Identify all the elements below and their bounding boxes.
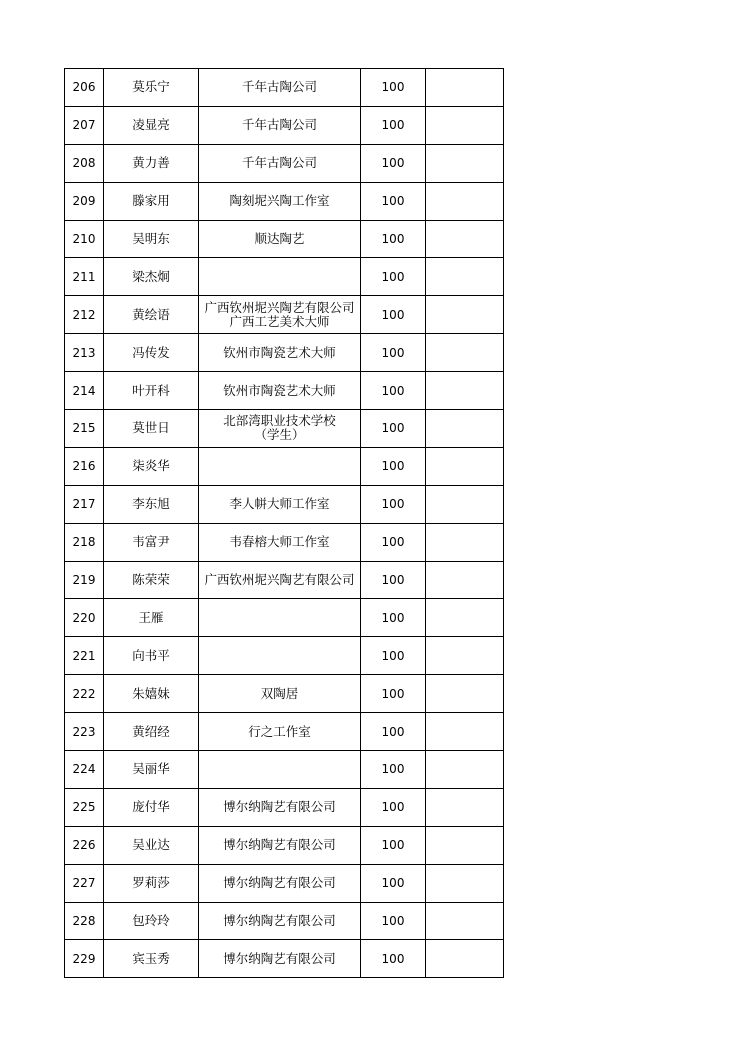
row-number-cell: 215	[65, 410, 104, 448]
name-cell: 吴业达	[104, 826, 199, 864]
score-cell: 100	[361, 940, 426, 978]
organization-cell	[199, 599, 361, 637]
note-cell	[426, 561, 504, 599]
row-number-cell: 213	[65, 334, 104, 372]
organization-cell: 千年古陶公司	[199, 144, 361, 182]
organization-cell: 钦州市陶瓷艺术大师	[199, 372, 361, 410]
row-number-cell: 214	[65, 372, 104, 410]
table-row	[65, 69, 504, 107]
name-cell: 朱嬉妹	[104, 675, 199, 713]
row-number-cell: 211	[65, 258, 104, 296]
table-row	[65, 864, 504, 902]
name-cell: 陈荣荣	[104, 561, 199, 599]
table-row	[65, 220, 504, 258]
note-cell	[426, 69, 504, 107]
row-number-cell: 206	[65, 69, 104, 107]
score-cell: 100	[361, 106, 426, 144]
row-number-cell: 210	[65, 220, 104, 258]
name-cell: 滕家用	[104, 182, 199, 220]
score-cell: 100	[361, 637, 426, 675]
row-number-cell: 223	[65, 713, 104, 751]
table-row	[65, 751, 504, 789]
name-cell: 黄绘语	[104, 296, 199, 334]
name-cell: 包玲玲	[104, 902, 199, 940]
organization-cell: 广西钦州坭兴陶艺有限公司	[199, 561, 361, 599]
table-row	[65, 713, 504, 751]
organization-cell: 双陶居	[199, 675, 361, 713]
organization-cell: 行之工作室	[199, 713, 361, 751]
score-cell: 100	[361, 788, 426, 826]
row-number-cell: 228	[65, 902, 104, 940]
row-number-cell: 218	[65, 523, 104, 561]
score-cell: 100	[361, 69, 426, 107]
organization-cell: 广西钦州坭兴陶艺有限公司 广西工艺美术大师	[199, 296, 361, 334]
note-cell	[426, 751, 504, 789]
row-number-cell: 229	[65, 940, 104, 978]
score-cell: 100	[361, 334, 426, 372]
row-number-cell: 219	[65, 561, 104, 599]
note-cell	[426, 144, 504, 182]
row-number-cell: 207	[65, 106, 104, 144]
table-body	[65, 69, 504, 978]
score-cell: 100	[361, 485, 426, 523]
score-cell: 100	[361, 902, 426, 940]
score-cell: 100	[361, 182, 426, 220]
note-cell	[426, 106, 504, 144]
row-number-cell: 209	[65, 182, 104, 220]
score-cell: 100	[361, 864, 426, 902]
table-row	[65, 902, 504, 940]
table-row	[65, 182, 504, 220]
table-row	[65, 637, 504, 675]
name-cell: 黄绍经	[104, 713, 199, 751]
note-cell	[426, 599, 504, 637]
note-cell	[426, 675, 504, 713]
score-cell: 100	[361, 751, 426, 789]
note-cell	[426, 788, 504, 826]
table-row	[65, 296, 504, 334]
organization-cell: 北部湾职业技术学校 （学生）	[199, 410, 361, 448]
name-cell: 黄力善	[104, 144, 199, 182]
note-cell	[426, 296, 504, 334]
score-cell: 100	[361, 220, 426, 258]
row-number-cell: 217	[65, 485, 104, 523]
name-cell: 向书平	[104, 637, 199, 675]
table-row	[65, 788, 504, 826]
organization-cell: 博尔纳陶艺有限公司	[199, 902, 361, 940]
score-cell: 100	[361, 599, 426, 637]
organization-cell: 钦州市陶瓷艺术大师	[199, 334, 361, 372]
table-row	[65, 144, 504, 182]
name-cell: 李东旭	[104, 485, 199, 523]
name-cell: 吴丽华	[104, 751, 199, 789]
table-row	[65, 523, 504, 561]
row-number-cell: 227	[65, 864, 104, 902]
name-cell: 吴明东	[104, 220, 199, 258]
row-number-cell: 226	[65, 826, 104, 864]
note-cell	[426, 902, 504, 940]
name-cell: 凌显亮	[104, 106, 199, 144]
row-number-cell: 220	[65, 599, 104, 637]
table-row	[65, 599, 504, 637]
score-cell: 100	[361, 675, 426, 713]
name-cell: 王雁	[104, 599, 199, 637]
score-cell: 100	[361, 296, 426, 334]
name-cell: 冯传发	[104, 334, 199, 372]
note-cell	[426, 940, 504, 978]
name-cell: 莫乐宁	[104, 69, 199, 107]
note-cell	[426, 485, 504, 523]
list-table	[64, 68, 504, 978]
name-cell: 庞付华	[104, 788, 199, 826]
table-row	[65, 447, 504, 485]
table-row	[65, 485, 504, 523]
score-cell: 100	[361, 447, 426, 485]
organization-cell: 李人帡大师工作室	[199, 485, 361, 523]
table-row	[65, 334, 504, 372]
table-row	[65, 410, 504, 448]
organization-cell	[199, 447, 361, 485]
note-cell	[426, 826, 504, 864]
score-cell: 100	[361, 523, 426, 561]
organization-cell: 博尔纳陶艺有限公司	[199, 788, 361, 826]
row-number-cell: 216	[65, 447, 104, 485]
table-row	[65, 561, 504, 599]
score-cell: 100	[361, 258, 426, 296]
note-cell	[426, 864, 504, 902]
score-cell: 100	[361, 410, 426, 448]
organization-cell: 韦春榕大师工作室	[199, 523, 361, 561]
organization-cell: 千年古陶公司	[199, 106, 361, 144]
organization-cell	[199, 751, 361, 789]
table-row	[65, 675, 504, 713]
row-number-cell: 221	[65, 637, 104, 675]
note-cell	[426, 220, 504, 258]
row-number-cell: 225	[65, 788, 104, 826]
note-cell	[426, 258, 504, 296]
name-cell: 柒炎华	[104, 447, 199, 485]
note-cell	[426, 637, 504, 675]
note-cell	[426, 182, 504, 220]
score-cell: 100	[361, 372, 426, 410]
score-cell: 100	[361, 144, 426, 182]
table-row	[65, 258, 504, 296]
table-row	[65, 940, 504, 978]
row-number-cell: 212	[65, 296, 104, 334]
table-row	[65, 106, 504, 144]
organization-cell: 陶刻坭兴陶工作室	[199, 182, 361, 220]
name-cell: 韦富尹	[104, 523, 199, 561]
organization-cell: 顺达陶艺	[199, 220, 361, 258]
organization-cell: 博尔纳陶艺有限公司	[199, 826, 361, 864]
note-cell	[426, 372, 504, 410]
name-cell: 叶开科	[104, 372, 199, 410]
name-cell: 宾玉秀	[104, 940, 199, 978]
row-number-cell: 224	[65, 751, 104, 789]
row-number-cell: 222	[65, 675, 104, 713]
organization-cell	[199, 637, 361, 675]
note-cell	[426, 410, 504, 448]
table-row	[65, 372, 504, 410]
note-cell	[426, 334, 504, 372]
score-cell: 100	[361, 561, 426, 599]
note-cell	[426, 447, 504, 485]
organization-cell: 博尔纳陶艺有限公司	[199, 940, 361, 978]
organization-cell	[199, 258, 361, 296]
organization-cell: 千年古陶公司	[199, 69, 361, 107]
row-number-cell: 208	[65, 144, 104, 182]
name-cell: 罗莉莎	[104, 864, 199, 902]
name-cell: 莫世日	[104, 410, 199, 448]
table-row	[65, 826, 504, 864]
score-cell: 100	[361, 826, 426, 864]
note-cell	[426, 713, 504, 751]
organization-cell: 博尔纳陶艺有限公司	[199, 864, 361, 902]
score-cell: 100	[361, 713, 426, 751]
name-cell: 梁杰炯	[104, 258, 199, 296]
note-cell	[426, 523, 504, 561]
